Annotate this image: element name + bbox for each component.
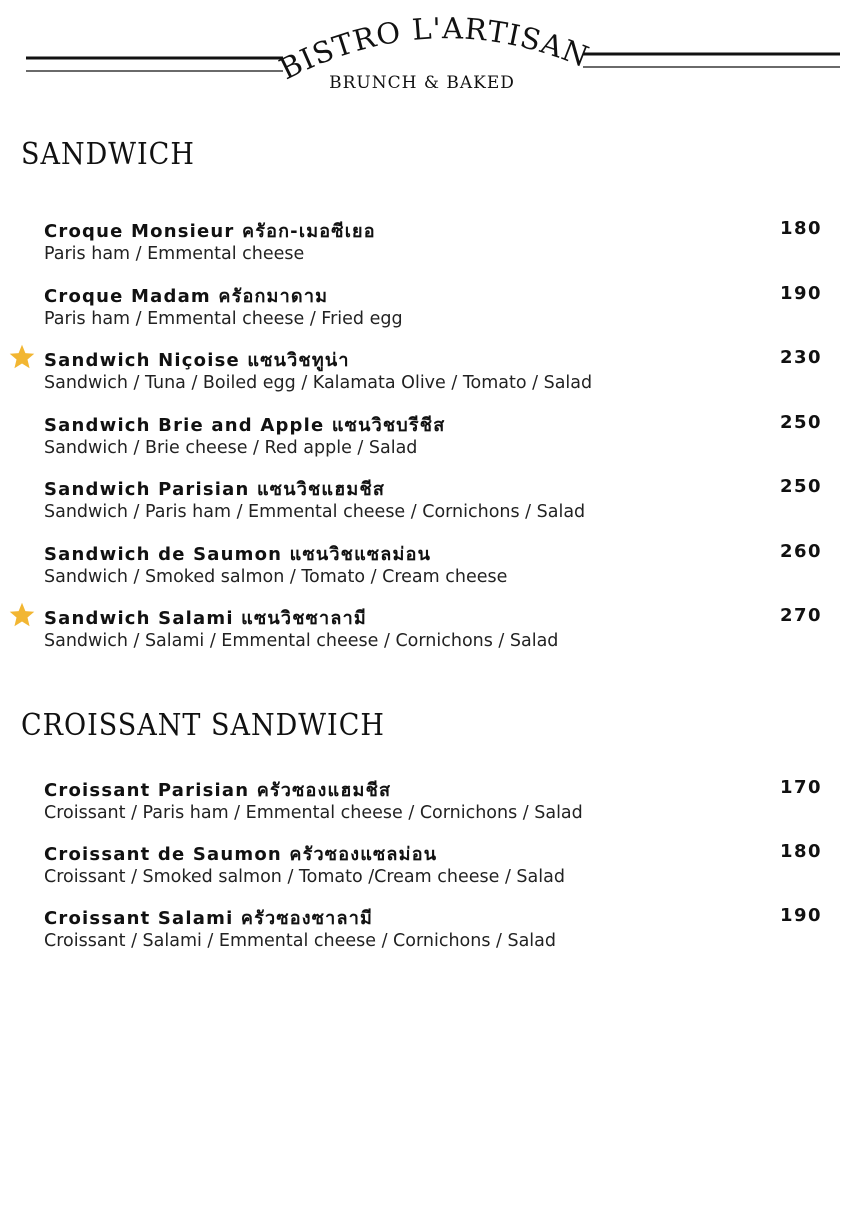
- item-description: Paris ham / Emmental cheese: [44, 244, 305, 264]
- item-price: 260: [780, 541, 823, 562]
- brand-name: BISTRO L'ARTISAN: [274, 11, 595, 87]
- item-name: Croissant Salami ครัวซองซาลามี: [44, 908, 374, 929]
- menu-item: [0, 603, 858, 663]
- menu-item: [0, 839, 858, 899]
- star-icon: [8, 343, 36, 371]
- item-description: Paris ham / Emmental cheese / Fried egg: [44, 309, 403, 329]
- header-rules: [0, 0, 858, 110]
- item-name: Croque Madam ครัอกมาดาม: [44, 286, 329, 307]
- item-price: 190: [780, 905, 823, 926]
- menu-item: [0, 281, 858, 341]
- menu-item: [0, 474, 858, 534]
- item-name: Croque Monsieur ครัอก-เมอซีเยอ: [44, 221, 376, 242]
- item-description: Croissant / Paris ham / Emmental cheese / Cornichons / Salad: [44, 803, 583, 823]
- menu-item: [0, 775, 858, 835]
- item-name: Sandwich de Saumon แซนวิชแซลม่อน: [44, 544, 432, 565]
- item-name: Sandwich Brie and Apple แซนวิชบรีชีส: [44, 415, 446, 436]
- item-price: 190: [780, 283, 823, 304]
- menu-item: [0, 539, 858, 599]
- item-price: 180: [780, 841, 823, 862]
- menu-item: [0, 410, 858, 470]
- menu-item: [0, 345, 858, 405]
- item-name: Croissant de Saumon ครัวซองแซลม่อน: [44, 844, 438, 865]
- item-description: Sandwich / Salami / Emmental cheese / Cornichons / Salad: [44, 631, 559, 651]
- item-description: Sandwich / Tuna / Boiled egg / Kalamata Olive / Tomato / Salad: [44, 373, 593, 393]
- menu-item: [0, 216, 858, 276]
- item-price: 270: [780, 605, 823, 626]
- item-description: Croissant / Salami / Emmental cheese / Cornichons / Salad: [44, 931, 556, 951]
- section-title-croissant-sandwich: CROISSANT SANDWICH: [21, 708, 385, 743]
- item-description: Sandwich / Brie cheese / Red apple / Salad: [44, 438, 418, 458]
- item-price: 250: [780, 412, 823, 433]
- item-price: 180: [780, 218, 823, 239]
- item-description: Croissant / Smoked salmon / Tomato /Cream cheese / Salad: [44, 867, 565, 887]
- item-price: 170: [780, 777, 823, 798]
- menu-item: [0, 903, 858, 963]
- item-description: Sandwich / Smoked salmon / Tomato / Cream cheese: [44, 567, 508, 587]
- item-name: Sandwich Salami แซนวิชซาลามี: [44, 608, 367, 629]
- menu-header: [0, 0, 858, 110]
- brand-subtitle: BRUNCH & BAKED: [329, 73, 515, 93]
- item-description: Sandwich / Paris ham / Emmental cheese / Cornichons / Salad: [44, 502, 586, 522]
- section-title-sandwich: SANDWICH: [21, 137, 195, 172]
- star-icon: [8, 601, 36, 629]
- item-name: Croissant Parisian ครัวซองแฮมชีส: [44, 780, 392, 801]
- item-name: Sandwich Parisian แซนวิชแฮมชีส: [44, 479, 386, 500]
- item-price: 230: [780, 347, 823, 368]
- item-name: Sandwich Niçoise แซนวิชทูน่า: [44, 350, 350, 371]
- item-price: 250: [780, 476, 823, 497]
